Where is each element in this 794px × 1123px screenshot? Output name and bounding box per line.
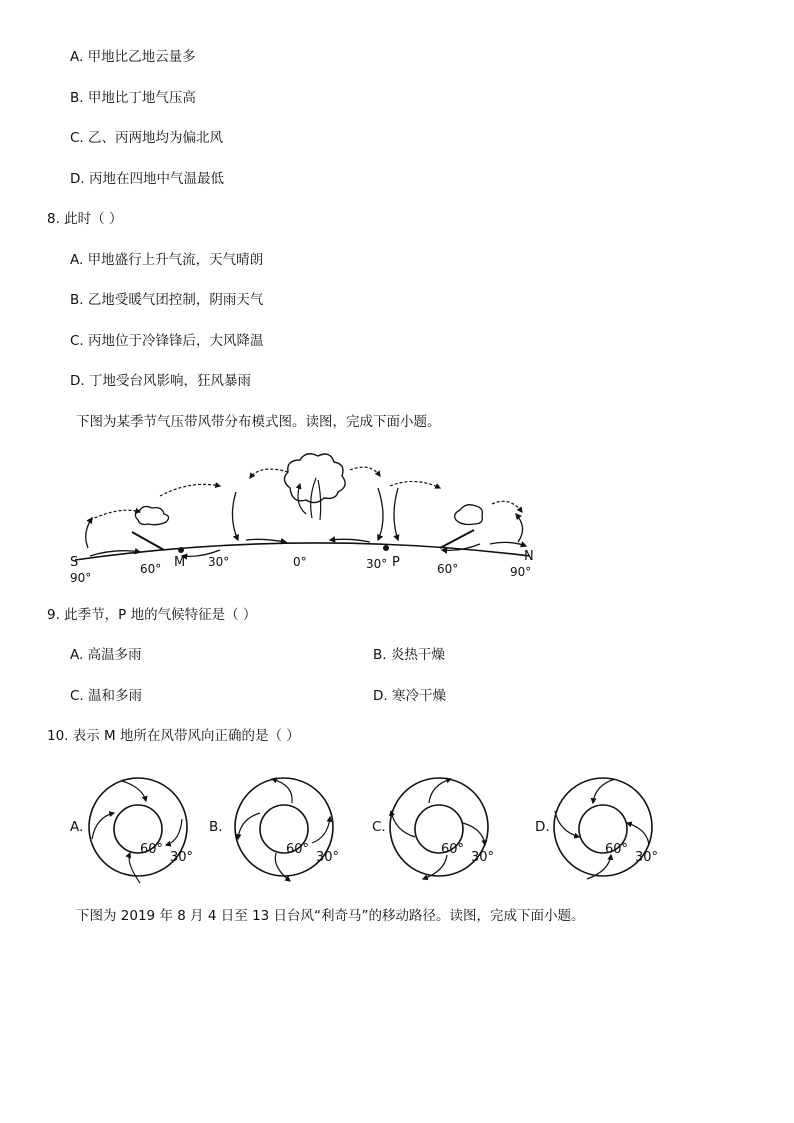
equator-cloud xyxy=(284,454,345,503)
q10-a-inner-label: 60° xyxy=(140,842,164,857)
q8-option-c: C. 丙地位于冷锋锋后，大风降温 xyxy=(70,333,264,349)
q7-option-a: A. 甲地比乙地云量多 xyxy=(70,49,196,65)
q10-b-inner-label: 60° xyxy=(286,842,310,857)
q10-c-inner-label: 60° xyxy=(441,842,465,857)
pressure-belt-diagram xyxy=(60,448,550,588)
q10-choice-c-letter: C. xyxy=(372,819,386,835)
label-p: P xyxy=(392,555,400,570)
q10-choice-d-letter: D. xyxy=(535,819,550,835)
q7-option-d: D. 丙地在四地中气温最低 xyxy=(70,171,224,187)
q10-choice-c-diagram xyxy=(387,767,499,887)
q10-d-inner-label: 60° xyxy=(605,842,629,857)
q9-option-c: C. 温和多雨 xyxy=(70,688,143,704)
q10-choice-b-letter: B. xyxy=(209,819,223,835)
label-s-90: 90° xyxy=(70,571,92,585)
south-front-cloud xyxy=(135,506,168,524)
typhoon-intro: 下图为 2019 年 8 月 4 日至 13 日台风“利奇马”的移动路径。读图，完成下面小题。 xyxy=(76,908,585,924)
q10-a-outer-label: 30° xyxy=(170,850,194,865)
q7-option-b: B. 甲地比丁地气压高 xyxy=(70,90,196,106)
label-s-60: 60° xyxy=(140,562,162,576)
q10-b-outer-label: 30° xyxy=(316,850,340,865)
q10-choice-a-diagram xyxy=(86,767,198,887)
q10-choice-b-diagram xyxy=(232,767,344,887)
pressure-intro: 下图为某季节气压带风带分布模式图。读图，完成下面小题。 xyxy=(76,414,441,430)
label-n-60: 60° xyxy=(437,562,459,576)
q10-stem: 10. 表示 M 地所在风带风向正确的是（ ） xyxy=(47,728,300,744)
q10-d-outer-label: 30° xyxy=(635,850,659,865)
q10-c-outer-label: 30° xyxy=(471,850,495,865)
q9-option-a: A. 高温多雨 xyxy=(70,647,142,663)
label-n: N xyxy=(524,549,534,564)
q9-option-d: D. 寒冷干燥 xyxy=(373,688,446,704)
q8-option-a: A. 甲地盛行上升气流，天气晴朗 xyxy=(70,252,264,268)
q10-choice-a-letter: A. xyxy=(70,819,84,835)
label-equator: 0° xyxy=(293,555,307,569)
q8-stem: 8. 此时（ ） xyxy=(47,211,123,227)
q9-option-b: B. 炎热干燥 xyxy=(373,647,445,663)
label-n-90: 90° xyxy=(510,565,532,579)
label-n-30: 30° xyxy=(366,557,388,571)
point-m-dot xyxy=(178,547,184,553)
label-s-30: 30° xyxy=(208,555,230,569)
q10-choice-d-diagram xyxy=(551,767,663,887)
q7-option-c: C. 乙、丙两地均为偏北风 xyxy=(70,130,224,146)
point-p-dot xyxy=(383,545,389,551)
north-front-cloud xyxy=(455,505,483,525)
q8-option-b: B. 乙地受暖气团控制，阴雨天气 xyxy=(70,292,264,308)
label-s: S xyxy=(70,555,79,570)
label-m: M xyxy=(174,555,186,570)
q9-stem: 9. 此季节，P 地的气候特征是（ ） xyxy=(47,607,257,623)
q8-option-d: D. 丁地受台风影响，狂风暴雨 xyxy=(70,373,251,389)
